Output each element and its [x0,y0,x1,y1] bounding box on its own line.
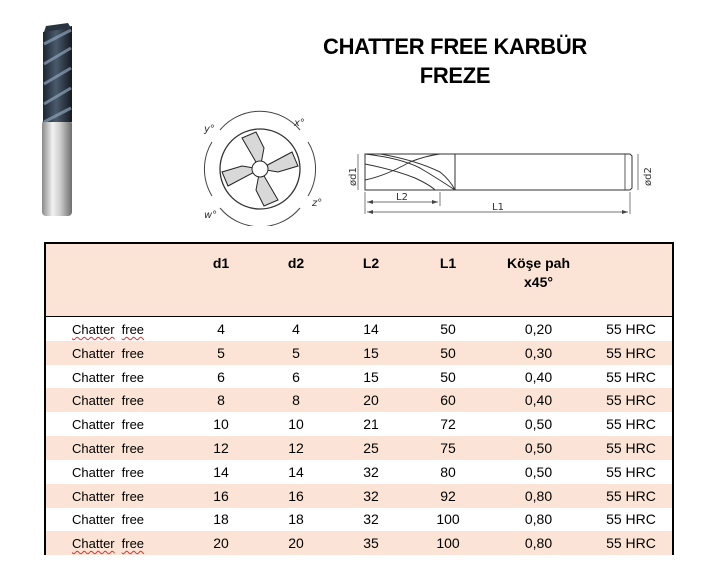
cell-L2: 15 [363,344,379,361]
cell-name-word2: free [121,393,145,409]
cell-d2: 8 [292,392,300,409]
cell-L1: 100 [436,535,460,552]
cell-name [72,535,144,553]
cell-L1: 50 [440,368,456,385]
side-profile-drawing [340,140,660,220]
title-line-1: CHATTER FREE KARBÜR [323,34,587,59]
cell-name-word2: free [121,464,145,480]
cell-L2: 32 [363,487,379,504]
cell-d2: 12 [288,440,304,456]
cell-L2: 21 [363,416,379,433]
label-z: z° [312,198,323,209]
cross-section-drawing [190,108,330,226]
title-line-2: FREZE [419,63,491,88]
cell-name-word1: Chatter [72,345,115,361]
cell-name [72,440,144,458]
cell-hrc: 55 HRC [606,344,656,361]
header-kose-pah-line1: Köşe pah [506,255,570,271]
cell-d2: 4 [292,321,300,337]
cell-L2: 32 [363,463,379,480]
table-row [46,507,672,531]
header-L2: L2 [362,255,380,271]
header-kose-pah-line2: x45° [524,274,553,290]
cell-L1: 50 [440,344,456,361]
cell-name-word2: free [121,488,145,504]
cell-pah: 0,40 [524,368,553,385]
header-d2: d2 [287,255,305,271]
cell-name-word2: free [121,536,145,552]
cell-name-word1: Chatter [72,488,115,504]
cell-L2: 35 [363,535,379,552]
label-d2: ød2 [643,167,654,186]
cell-name-word2: free [121,512,145,528]
cell-d2: 20 [288,535,304,552]
cell-name [72,488,144,506]
cell-d1: 10 [213,416,229,433]
cell-hrc: 55 HRC [606,535,656,552]
cell-name-word1: Chatter [72,464,115,480]
cell-name-word1: Chatter [72,417,115,433]
cell-d1: 14 [213,463,229,480]
cell-name-word1: Chatter [72,441,115,456]
cell-d1: 4 [217,321,225,337]
cell-name [72,464,144,482]
cell-hrc: 55 HRC [606,416,656,433]
cell-name [72,321,144,339]
cell-hrc: 55 HRC [606,368,656,385]
label-w: w° [204,210,218,221]
cell-L2: 20 [363,392,379,409]
cell-L1: 60 [440,392,456,409]
cell-L1: 50 [440,321,456,337]
cell-d2: 14 [288,463,304,480]
table-row [46,460,672,484]
header-kose-pah [486,254,591,292]
cell-name [72,345,144,363]
cell-L1: 72 [440,416,456,433]
header-d1: d1 [212,255,230,271]
cell-pah: 0,50 [524,440,553,456]
cell-pah: 0,30 [524,344,553,361]
cell-d1: 12 [213,440,229,456]
cell-L2: 15 [363,368,379,385]
cell-pah: 0,80 [524,511,553,528]
cell-name-word1: Chatter [72,536,115,552]
cell-pah: 0,50 [524,416,553,433]
cell-L2: 32 [363,511,379,528]
spec-table [44,242,674,555]
label-x: x° [294,118,305,129]
cell-hrc: 55 HRC [606,392,656,409]
cell-name [72,369,144,387]
label-y: y° [204,124,215,135]
page-title [270,32,640,90]
table-row [46,531,672,555]
cell-d2: 16 [288,487,304,504]
table-row [46,388,672,412]
cell-d1: 8 [217,392,225,409]
cell-name-word1: Chatter [72,322,115,337]
cell-L1: 80 [440,463,456,480]
cell-L1: 75 [440,440,456,456]
cell-L1: 100 [436,511,460,528]
cell-name-word2: free [121,369,145,385]
cell-d2: 6 [292,368,300,385]
table-row [46,484,672,508]
cell-d1: 5 [217,344,225,361]
cell-name-word1: Chatter [72,393,115,409]
cell-pah: 0,50 [524,463,553,480]
label-L2: L2 [396,192,408,203]
cell-L2: 14 [363,321,379,337]
table-row [46,412,672,436]
table-row [46,341,672,365]
end-mill-photo [38,22,80,218]
cell-d2: 10 [288,416,304,433]
cell-L1: 92 [440,487,456,504]
cell-name [72,416,144,434]
table-row [46,317,672,341]
cell-d2: 5 [292,344,300,361]
cell-hrc: 55 HRC [606,463,656,480]
table-row [46,436,672,460]
cell-name-word1: Chatter [72,512,115,528]
cell-name-word2: free [121,322,145,337]
cell-d1: 20 [213,535,229,552]
cell-d1: 16 [213,487,229,504]
cell-hrc: 55 HRC [606,511,656,528]
cell-name-word1: Chatter [72,369,115,385]
cell-name [72,392,144,410]
cell-pah: 0,80 [524,487,553,504]
cell-L2: 25 [363,440,379,456]
cell-hrc: 55 HRC [606,487,656,504]
cell-name-word2: free [121,441,145,456]
table-row [46,365,672,389]
cell-name-word2: free [121,345,145,361]
cell-hrc: 55 HRC [606,321,656,337]
cell-pah: 0,40 [524,392,553,409]
cell-name [72,511,144,529]
label-L1: L1 [492,202,504,213]
cell-d1: 6 [217,368,225,385]
cell-hrc: 55 HRC [606,440,656,456]
cell-name-word2: free [121,417,145,433]
cell-d1: 18 [213,511,229,528]
header-L1: L1 [439,255,457,271]
cell-pah: 0,80 [524,535,553,552]
cell-pah: 0,20 [524,321,553,337]
table-header [46,244,672,317]
cell-d2: 18 [288,511,304,528]
label-d1: ød1 [348,167,359,186]
